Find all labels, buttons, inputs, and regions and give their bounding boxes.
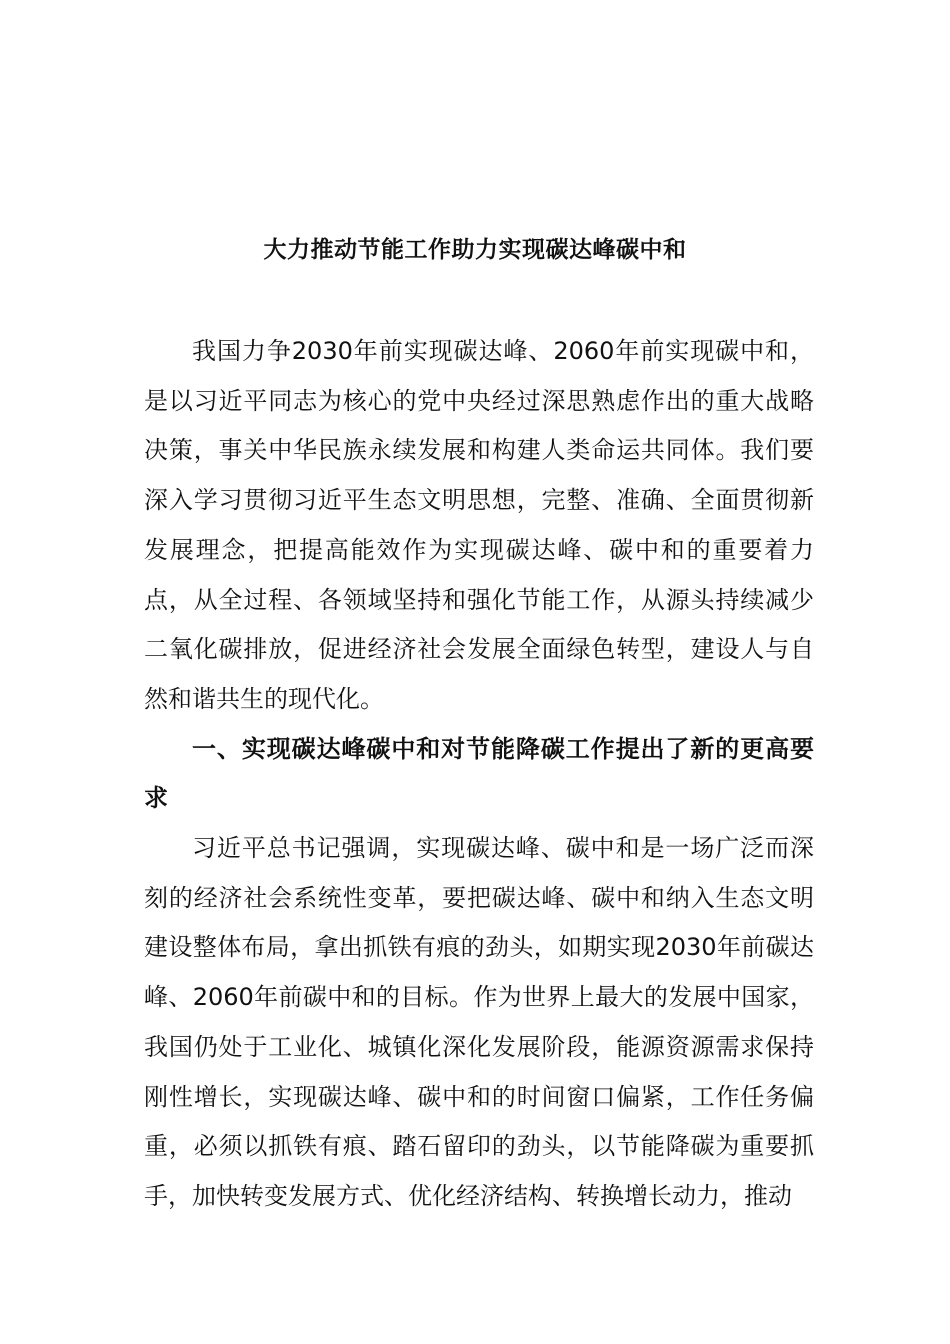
section-1-paragraph: 习近平总书记强调，实现碳达峰、碳中和是一场广泛而深刻的经济社会系统性变革，要把碳达峰、碳中和纳入生态文明建设整体布局，拿出抓铁有痕的劲头，如期实现2030年前碳达峰、2060年前碳中和的目标。作为世界上最大的发展中国家，我国仍处于工业化、城镇化深化发展阶段，能源资源需求保持刚性增长，实现碳达峰、碳中和的时间窗口偏紧，工作任务偏重，必须以抓铁有痕、踏石留印的劲头，以节能降碳为重要抓手，加快转变发展方式、优化经济结构、转换增长动力，推动 (144, 834, 814, 1210)
intro-paragraph: 我国力争2030年前实现碳达峰、2060年前实现碳中和，是以习近平同志为核心的党中央经过深思熟虑作出的重大战略决策，事关中华民族永续发展和构建人类命运共同体。我们要深入学习贯彻习近平生态文明思想，完整、准确、全面贯彻新发展理念，把提高能效作为实现碳达峰、碳中和的重要着力点，从全过程、各领域坚持和强化节能工作，从源头持续减少二氧化碳排放，促进经济社会发展全面绿色转型，建设人与自然和谐共生的现代化。 (144, 337, 814, 713)
section-heading-1: 一、实现碳达峰碳中和对节能降碳工作提出了新的更高要求 (144, 734, 814, 813)
document-title: 大力推动节能工作助力实现碳达峰碳中和 (263, 237, 687, 263)
document-body (144, 327, 814, 1222)
